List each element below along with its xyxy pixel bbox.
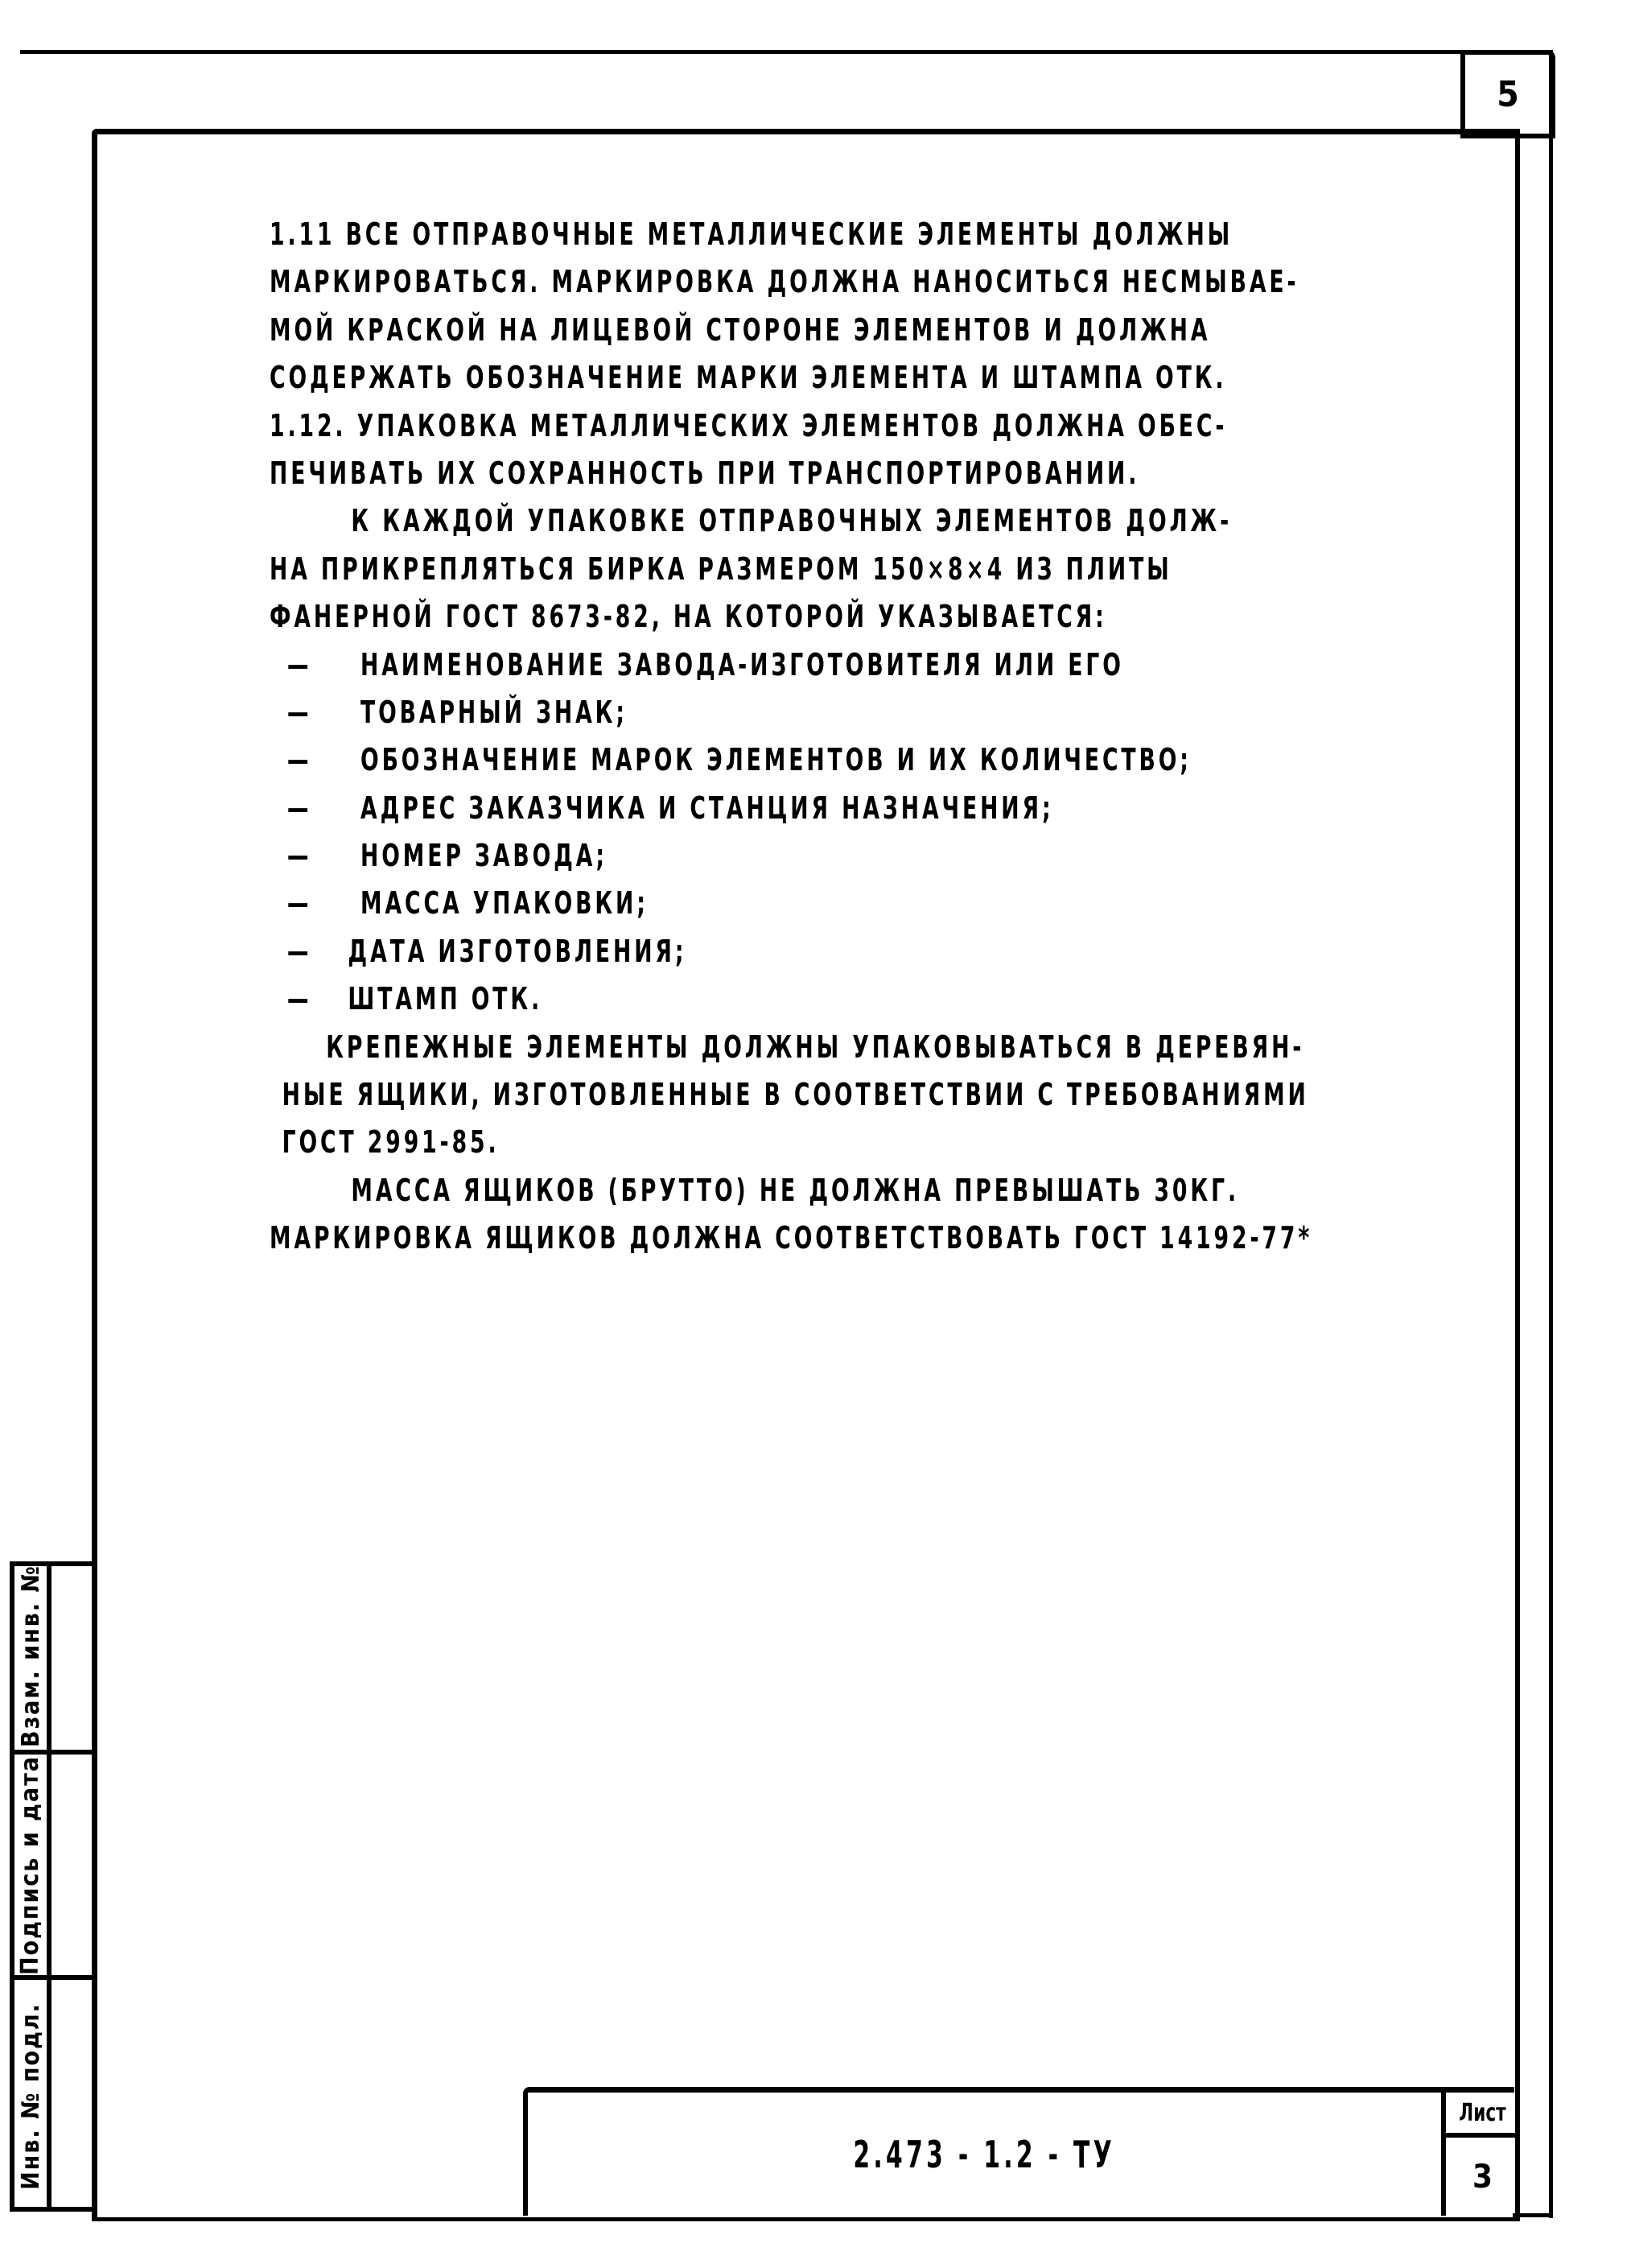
list-item-text: МАССА УПАКОВКИ; xyxy=(360,885,649,922)
stamp-label: Взам. инв. № xyxy=(16,1564,45,1747)
list-item xyxy=(270,928,1173,975)
list-item xyxy=(270,880,1173,927)
list-item xyxy=(270,736,1192,784)
text-line: 1.12. УПАКОВКА МЕТАЛЛИЧЕСКИХ ЭЛЕМЕНТОВ ДОЛЖНА ОБЕС- xyxy=(270,407,1228,443)
document-body xyxy=(270,211,1313,1263)
list-item-text: АДРЕС ЗАКАЗЧИКА И СТАНЦИЯ НАЗНАЧЕНИЯ; xyxy=(360,790,1054,826)
list-item xyxy=(270,785,1173,832)
stamp-cell-replacement-inv xyxy=(10,1561,51,1755)
stamp-cell-signature-date xyxy=(10,1755,51,1980)
list-item-text: ОБОЗНАЧЕНИЕ МАРОК ЭЛЕМЕНТОВ И ИХ КОЛИЧЕСТВО; xyxy=(360,742,1192,778)
text-line: ПЕЧИВАТЬ ИХ СОХРАННОСТЬ ПРИ ТРАНСПОРТИРОВАНИИ. xyxy=(270,455,1140,491)
page-number: 5 xyxy=(1497,73,1519,115)
text-line: К КАЖДОЙ УПАКОВКЕ ОТПРАВОЧНЫХ ЭЛЕМЕНТОВ ДОЛЖ- xyxy=(351,503,1233,539)
text-line: 1.11 ВСЕ ОТПРАВОЧНЫЕ МЕТАЛЛИЧЕСКИЕ ЭЛЕМЕНТЫ ДОЛЖНЫ xyxy=(270,216,1233,252)
list-item-text: ДАТА ИЗГОТОВЛЕНИЯ; xyxy=(348,933,687,969)
stamp-cell-original-inv xyxy=(10,1980,51,2212)
sheet-number: 3 xyxy=(1472,2158,1493,2196)
text-line: ФАНЕРНОЙ ГОСТ 8673-82, НА КОТОРОЙ УКАЗЫВАЕТСЯ: xyxy=(270,599,1107,635)
sheet-label-cell xyxy=(1446,2093,1519,2138)
dash-bullet: — xyxy=(286,646,312,682)
title-block xyxy=(523,2087,1514,2216)
sheet-top-border xyxy=(20,50,1549,54)
list-item-text: НАИМЕНОВАНИЕ ЗАВОДА-ИЗГОТОВИТЕЛЯ ИЛИ ЕГО xyxy=(360,646,1124,682)
text-line: МАРКИРОВКА ЯЩИКОВ ДОЛЖНА СООТВЕТСТВОВАТЬ ГОСТ 14192-77* xyxy=(270,1220,1313,1256)
sheet-label: Лист xyxy=(1459,2098,1506,2127)
dash-bullet: — xyxy=(286,790,312,826)
dash-bullet: — xyxy=(286,694,312,730)
dash-bullet: — xyxy=(286,742,312,778)
text-line: НЫЕ ЯЩИКИ, ИЗГОТОВЛЕННЫЕ В СООТВЕТСТВИИ С ТРЕБОВАНИЯМИ xyxy=(282,1077,1309,1113)
stamp-label: Подпись и дата xyxy=(16,1755,45,1975)
list-item xyxy=(270,689,1173,736)
list-item-text: ТОВАРНЫЙ ЗНАК; xyxy=(360,694,628,730)
dash-bullet: — xyxy=(286,933,312,969)
page-number-box xyxy=(1460,50,1555,138)
sheet-cell xyxy=(1441,2093,1519,2216)
text-line: СОДЕРЖАТЬ ОБОЗНАЧЕНИЕ МАРКИ ЭЛЕМЕНТА И ШТАМПА ОТК. xyxy=(270,360,1227,396)
frame-outer-right-line xyxy=(1549,50,1553,2218)
dash-bullet: — xyxy=(286,981,312,1017)
text-line: НА ПРИКРЕПЛЯТЬСЯ БИРКА РАЗМЕРОМ 150×8×4 ИЗ ПЛИТЫ xyxy=(270,551,1172,587)
text-line: МАССА ЯЩИКОВ (БРУТТО) НЕ ДОЛЖНА ПРЕВЫШАТЬ 30КГ. xyxy=(351,1172,1240,1208)
dash-bullet: — xyxy=(286,885,312,922)
list-item xyxy=(270,975,1173,1023)
stamp-blank-cell xyxy=(51,1755,93,1980)
stamp-blank-cell xyxy=(51,1980,93,2212)
text-line: КРЕПЕЖНЫЕ ЭЛЕМЕНТЫ ДОЛЖНЫ УПАКОВЫВАТЬСЯ В ДЕРЕВЯН- xyxy=(326,1029,1305,1065)
document-designation-cell xyxy=(528,2093,1441,2216)
stamp-blank-cell xyxy=(51,1561,93,1755)
document-designation: 2.473 - 1.2 - ТУ xyxy=(853,2132,1116,2176)
text-line: МОЙ КРАСКОЙ НА ЛИЦЕВОЙ СТОРОНЕ ЭЛЕМЕНТОВ И ДОЛЖНА xyxy=(270,311,1211,348)
list-item xyxy=(270,641,1173,689)
dash-bullet: — xyxy=(286,838,312,874)
list-item-text: ШТАМП ОТК. xyxy=(348,981,543,1017)
sheet-number-cell xyxy=(1446,2138,1519,2216)
list-item xyxy=(270,832,1173,880)
text-line: МАРКИРОВАТЬСЯ. МАРКИРОВКА ДОЛЖНА НАНОСИТЬСЯ НЕСМЫВАЕ- xyxy=(270,264,1299,300)
list-item-text: НОМЕР ЗАВОДА; xyxy=(360,838,607,874)
left-stamp xyxy=(10,1561,93,2212)
stamp-label: Инв. № подл. xyxy=(16,2002,45,2190)
text-line: ГОСТ 2991-85. xyxy=(282,1124,500,1161)
